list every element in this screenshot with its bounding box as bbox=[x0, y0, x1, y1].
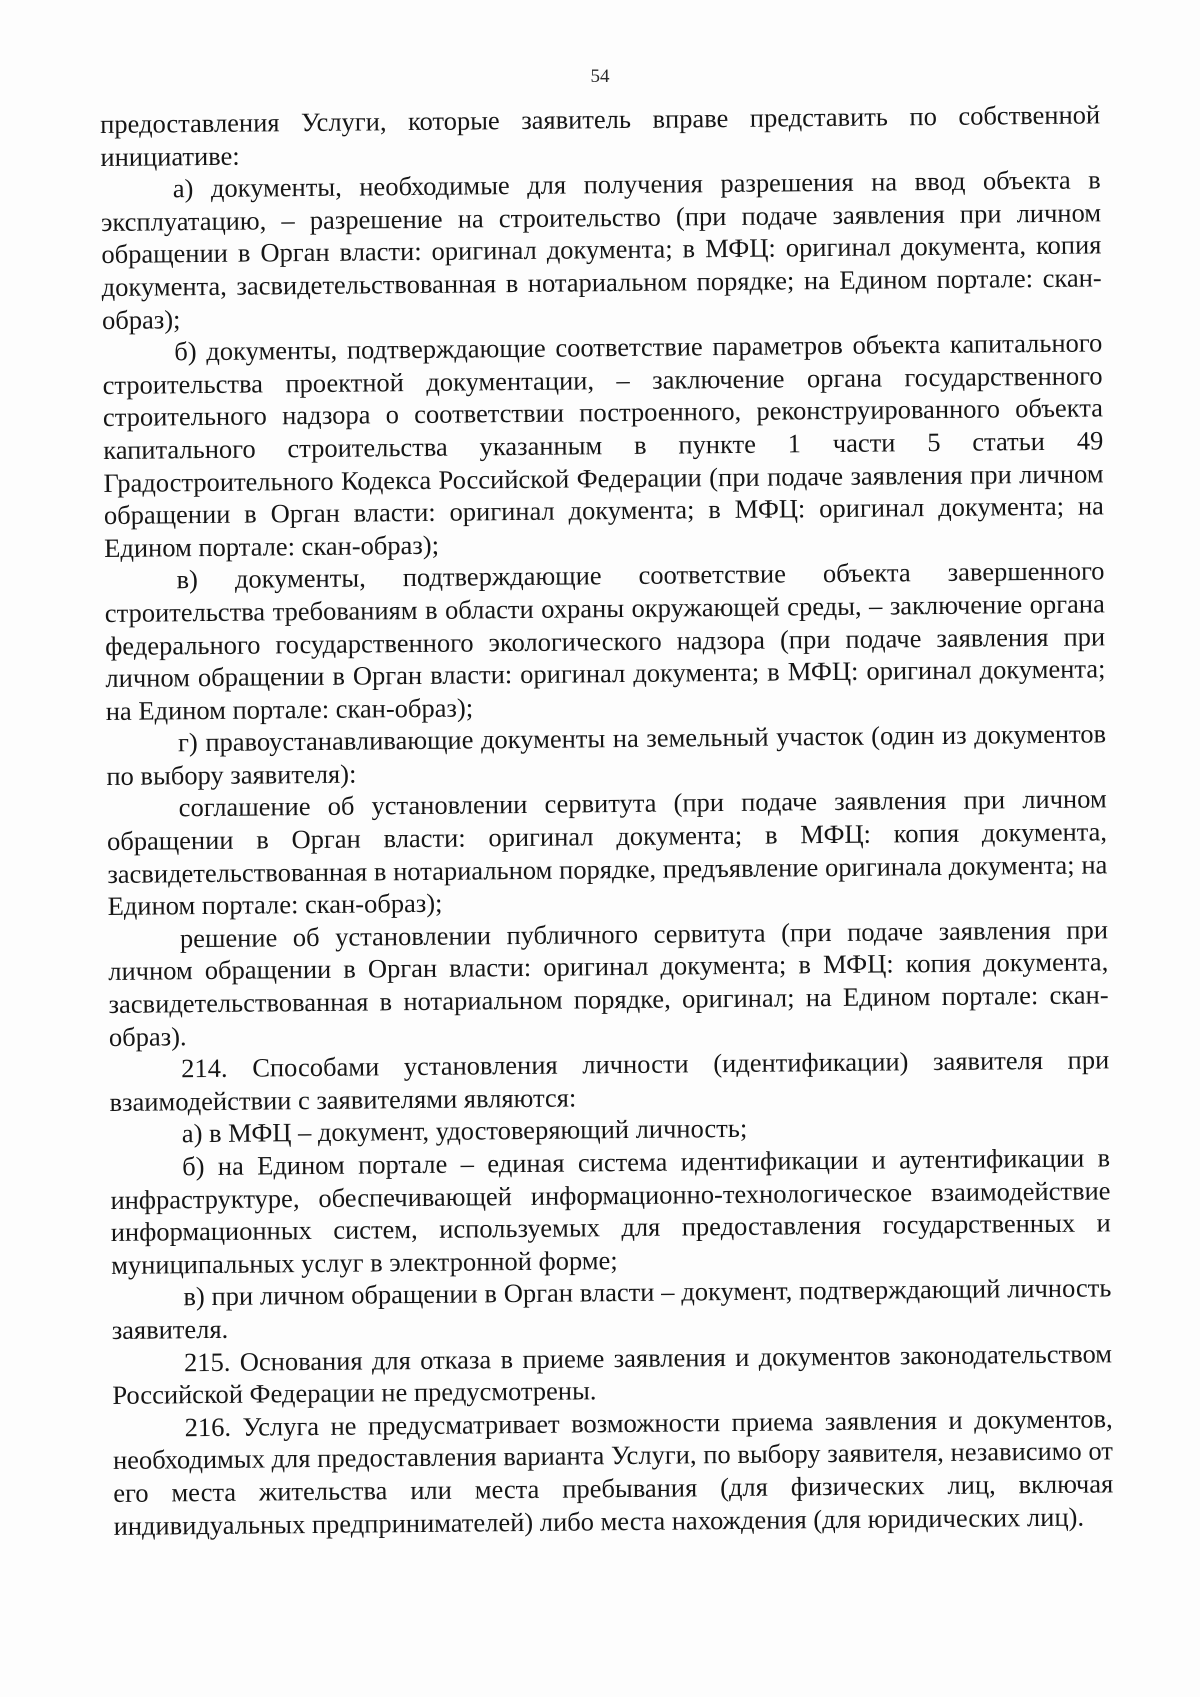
page-number: 54 bbox=[590, 66, 610, 87]
paragraph-214-v: в) при личном обращении в Орган власти – документ, подтверждающий личность заявителя. bbox=[111, 1272, 1112, 1345]
paragraph-item-b: б) документы, подтверждающие соответствие параметров объекта капитального строительства проектной документации, – заключение органа государственного строительного надзора о соответствии построенного, реконструированного объекта капитального строительства указанным в пункте 1 части 5 статьи 49 Градостроительного Кодекса Российской Федерации (при подаче заявления при личном обращении в Орган власти: оригинал документа; в МФЦ: оригинал документа; на Едином портале: скан-образ); bbox=[102, 327, 1105, 563]
paragraph-216: 216. Услуга не предусматривает возможности приема заявления и документов, необходимых для предоставления варианта Услуги, по выбору заявителя, независимо от его места жительства или места пребывания (для физических лиц, включая индивидуальных предпринимателей) либо места нахождения (для юридических лиц). bbox=[112, 1403, 1114, 1541]
paragraph-215: 215. Основания для отказа в приеме заявления и документов законодательством Российской Федерации не предусмотрены. bbox=[112, 1337, 1113, 1411]
paragraph-item-a: а) документы, необходимые для получения разрешения на ввод объекта в эксплуатацию, – разрешение на строительство (при подаче заявления при личном обращении в Орган власти: оригинал документа; в МФЦ: оригинал документа, копия документа, засвидетельствованная в нотариальном порядке; на Едином портале: скан-образ); bbox=[100, 164, 1102, 335]
document-body bbox=[100, 98, 1114, 1542]
paragraph-servitude-agreement: соглашение об установлении сервитута (при подаче заявления при личном обращении в Орган власти: оригинал документа; в МФЦ: копия документа, засвидетельствованная в нотариальном порядке, предъявление оригинала документа; на Едином портале: скан-образ); bbox=[106, 783, 1108, 922]
paragraph-public-servitude: решение об установлении публичного сервитута (при подаче заявления при личном обращении в Орган власти: оригинал документа; в МФЦ: копия документа, засвидетельствованная в нотариальном порядке, оригинал; на Едином портале: скан-образ). bbox=[108, 914, 1109, 1052]
paragraph-214-a: а) в МФЦ – документ, удостоверяющий личность; bbox=[181, 1113, 748, 1149]
paragraph-continuation: предоставления Услуги, которые заявитель вправе представить по собственной инициативе: bbox=[100, 99, 1101, 172]
paragraph-item-g: г) правоустанавливающие документы на земельный участок (один из документов по выбору заявителя): bbox=[106, 718, 1107, 791]
paragraph-214-b: б) на Едином портале – единая система идентификации и аутентификации в инфраструктуре, обеспечивающей информационно-технологическое взаимодействие информационных систем, используемых для предоставления государственных и муниципальных услуг в электронной форме; bbox=[110, 1142, 1111, 1280]
paragraph-item-v: в) документы, подтверждающие соответствие объекта завершенного строительства требованиям в области охраны окружающей среды, – заключение органа федерального государственного экологического надзора (при подаче заявления при личном обращении в Орган власти: оригинал документа; в МФЦ: оригинал документа; на Едином портале: скан-образ); bbox=[104, 555, 1106, 726]
paragraph-214: 214. Способами установления личности (идентификации) заявителя при взаимодействии с заявителями являются: bbox=[109, 1044, 1110, 1117]
